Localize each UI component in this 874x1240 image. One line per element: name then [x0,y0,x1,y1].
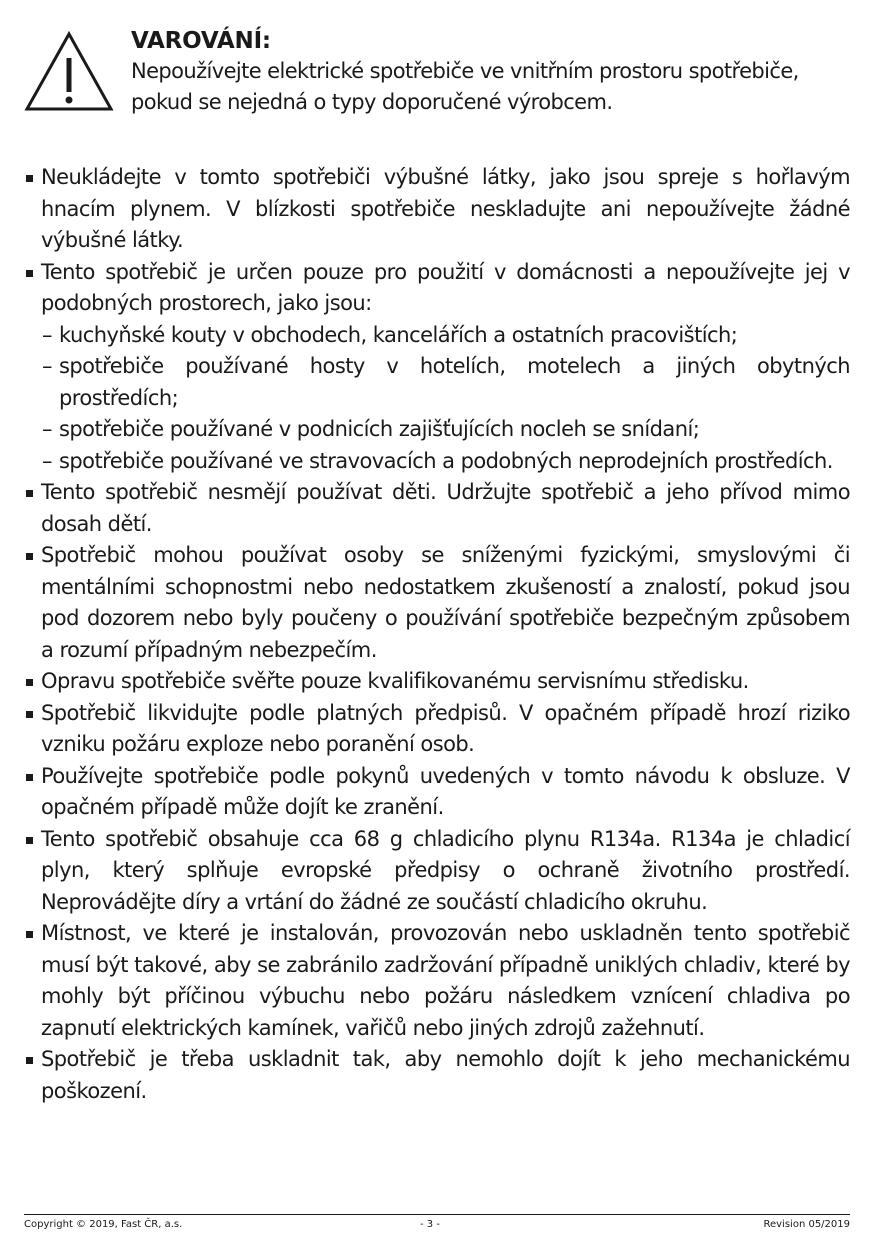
bullet-icon [26,679,33,686]
list-item-text: Tento spotřebič je určen pouze pro použití v domácnosti a nepoužívejte jej v podobných prostorech, jako jsou: [41,259,850,315]
dash-marker: – [42,354,52,378]
sub-list-item [24,414,850,446]
footer-copyright: Copyright © 2019, Fast ČR, a.s. [24,1219,183,1230]
list-item [24,477,850,540]
list-item-text: Tento spotřebič obsahuje cca 68 g chladicího plynu R134a. R134a je chladicí plyn, který splňuje evropské předpisy o ochraně životního prostředí. Neprovádějte díry a vrtání do žádné ze součástí chladicího okruhu. [41,826,850,914]
sub-list-item [24,446,850,478]
dash-marker: – [42,322,52,347]
list-item [24,162,850,257]
bullet-icon [26,270,33,277]
dash-marker: – [42,417,52,441]
warning-title: VAROVÁNÍ: [131,28,271,54]
list-item-text: Spotřebič je třeba uskladnit tak, aby nemohlo dojít k jeho mechanickému poškození. [41,1047,850,1103]
bullet-icon [26,490,33,497]
list-item [24,1044,850,1107]
sub-list-item-text: spotřebiče používané v podnicích zajišťujících nocleh se snídaní; [59,417,700,441]
safety-instructions-list [24,162,850,1107]
bullet-icon [26,553,33,560]
bullet-icon [26,931,33,938]
footer-divider [24,1214,850,1215]
list-item [24,761,850,824]
bullet-icon [26,175,33,182]
dash-marker: – [42,448,52,473]
list-item [24,540,850,666]
sub-list-item-text: spotřebiče používané ve stravovacích a podobných neprodejních prostředích. [59,448,833,473]
warning-block [24,28,850,124]
bullet-icon [26,774,33,781]
list-item [24,824,850,919]
sub-list-item [24,320,850,352]
list-item-text: Místnost, ve které je instalován, provozován nebo uskladněn tento spotřebič musí být takové, aby se zabránilo zadržování případně uniklých chladiv, které by mohly být příčinou výbuchu nebo požáru následkem vznícení chladiva po zapnutí elektrických kamínek, vařičů nebo jiných zdrojů zažehnutí. [41,921,850,1040]
list-item [24,918,850,1044]
footer-revision: Revision 05/2019 [763,1219,850,1230]
list-item [24,698,850,761]
bullet-icon [26,1057,33,1064]
list-item [24,257,850,320]
bullet-icon [26,711,33,718]
sub-list-item-text: spotřebiče používané hosty v hotelích, motelech a jiných obytných prostředích; [59,354,850,410]
list-item-text: Opravu spotřebiče svěřte pouze kvalifikovanému servisnímu středisku. [41,669,749,693]
list-item-text: Tento spotřebič nesmějí používat děti. Udržujte spotřebič a jeho přívod mimo dosah dětí. [41,480,850,536]
footer-page-number: - 3 - [420,1219,440,1230]
list-item [24,666,850,698]
warning-body: Nepoužívejte elektrické spotřebiče ve vnitřním prostoru spotřebiče, pokud se nejedná o typy doporučené výrobcem. [131,59,799,114]
list-item-text: Spotřebič likvidujte podle platných předpisů. V opačném případě hrozí riziko vzniku požáru exploze nebo poranění osob. [41,700,850,756]
bullet-icon [26,837,33,844]
warning-text [131,28,851,118]
list-item-text: Používejte spotřebiče podle pokynů uvedených v tomto návodu k obsluze. V opačném případě může dojít ke zranění. [41,763,850,819]
sub-list-item-text: kuchyňské kouty v obchodech, kancelářích a ostatních pracovištích; [59,322,738,347]
list-item-text: Spotřebič mohou používat osoby se sníženými fyzickými, smyslovými či mentálními schopnostmi nebo nedostatkem zkušeností a znalostí, pokud jsou pod dozorem nebo byly poučeny o používání spotřebiče bezpečným způsobem a rozumí případným nebezpečím. [41,543,850,662]
warning-triangle-icon [24,30,114,112]
list-item-text: Neukládejte v tomto spotřebiči výbušné látky, jako jsou spreje s hořlavým hnacím plynem. V blízkosti spotřebiče neskladujte ani nepoužívejte žádné výbušné látky. [41,165,850,252]
sub-list-item [24,351,850,414]
